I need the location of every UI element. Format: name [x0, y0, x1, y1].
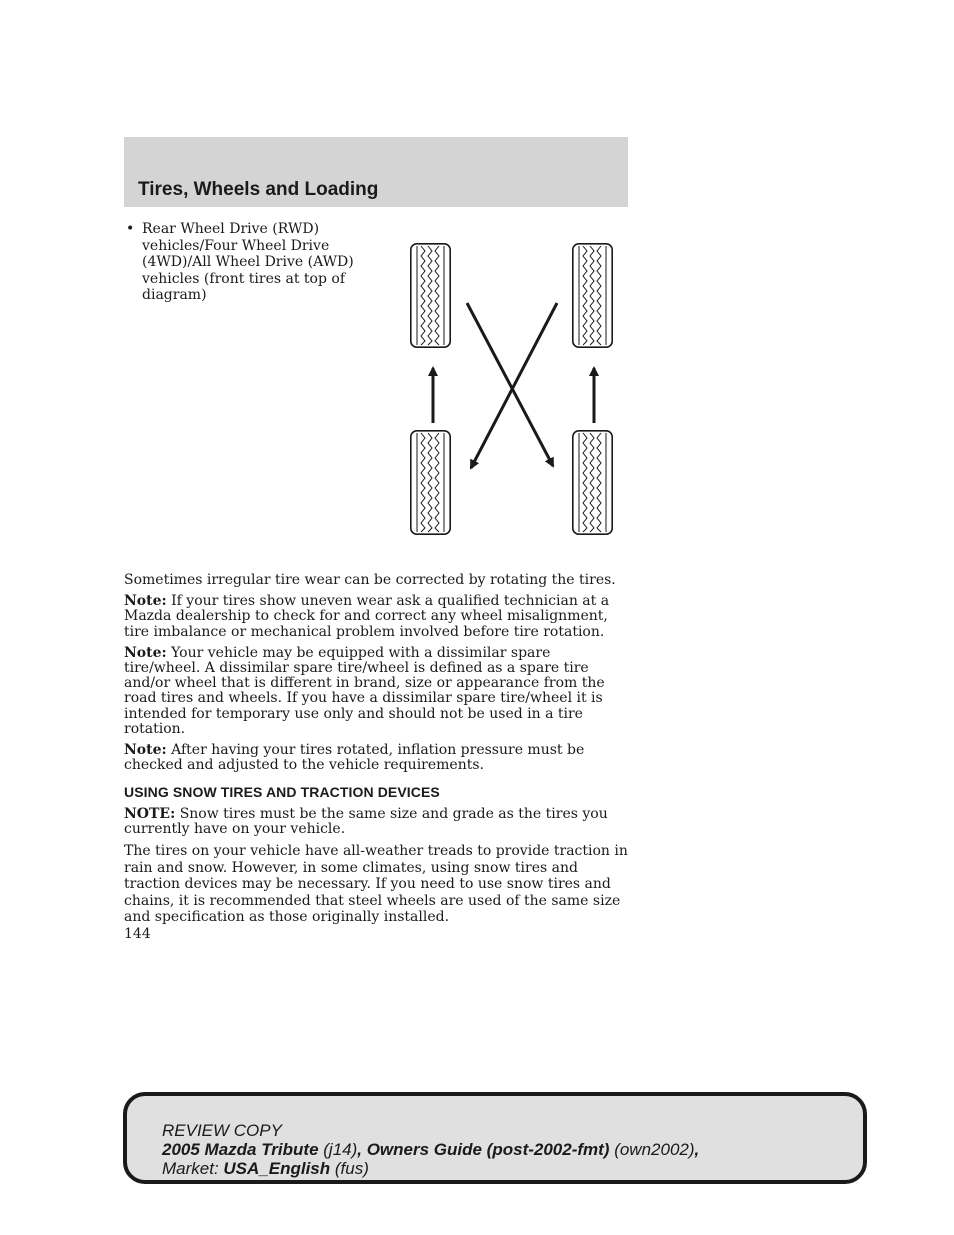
tire-rear-left-icon — [411, 431, 450, 534]
note-paragraph: NOTE: Snow tires must be the same size and grade as the tires you currently have on your vehicle. — [124, 805, 608, 837]
bullet-text — [142, 221, 372, 304]
note-label: Note: — [124, 644, 167, 661]
bullet-line: diagram) — [142, 287, 207, 303]
note-paragraph: Note: If your tires show uneven wear ask a qualified technician at a Mazda dealership to check for and correct any wheel misalignment, tire imbalance or mechanical problem involved before tire rotation. — [124, 593, 610, 640]
note-label: NOTE: — [124, 805, 176, 822]
note-label: Note: — [124, 593, 167, 610]
arrow-front-left-to-rear-right-icon — [467, 303, 553, 466]
note-label: Note: — [124, 742, 167, 759]
tire-front-left-icon — [411, 244, 450, 347]
tire-rear-right-icon — [573, 431, 612, 534]
note-paragraph: Note: After having your tires rotated, inflation pressure must be checked and adjusted to the vehicle requirements. — [124, 742, 585, 774]
tire-rotation-diagram — [405, 240, 620, 540]
paragraph: The tires on your vehicle have all-weather treads to provide traction in rain and snow. However, in some climates, using snow tires and traction devices may be necessary. If you need to use snow tires and chains, it is recommended that steel wheels are used of the same size and specification as those originally installed. — [124, 843, 628, 926]
review-footer — [123, 1092, 867, 1184]
tire-front-right-icon — [573, 244, 612, 347]
footer-model-line: 2005 Mazda Tribute (j14), Owners Guide (post-2002-fmt) (own2002), — [162, 1140, 700, 1159]
paragraph: Sometimes irregular tire wear can be corrected by rotating the tires. — [124, 572, 616, 588]
bullet-symbol: • — [126, 221, 135, 237]
section-title: Tires, Wheels and Loading — [138, 179, 379, 200]
bullet-line: Rear Wheel Drive (RWD) — [142, 221, 320, 237]
bullet-line: vehicles (front tires at top of — [142, 270, 345, 287]
body-text — [124, 573, 630, 932]
bullet-line: vehicles/Four Wheel Drive — [142, 237, 330, 254]
subheading: USING SNOW TIRES AND TRACTION DEVICES — [124, 784, 440, 801]
bullet-line: (4WD)/All Wheel Drive (AWD) — [142, 254, 354, 270]
page-number: 144 — [124, 926, 151, 942]
note-paragraph: Note: Your vehicle may be equipped with a dissimilar spare tire/wheel. A dissimilar spare tire/wheel is defined as a spare tire and/or wheel that is different in brand, size or appearance from the road tires and wheels. If you have a dissimilar spare tire/wheel it is intended for temporary use only and should not be used in a tire rotation. — [124, 644, 605, 737]
arrow-front-right-to-rear-left-icon — [471, 303, 557, 468]
footer-content — [162, 1121, 699, 1178]
review-label: REVIEW COPY — [162, 1121, 282, 1140]
footer-market-line: Market: USA_English (fus) — [162, 1159, 369, 1178]
section-header — [124, 137, 628, 207]
